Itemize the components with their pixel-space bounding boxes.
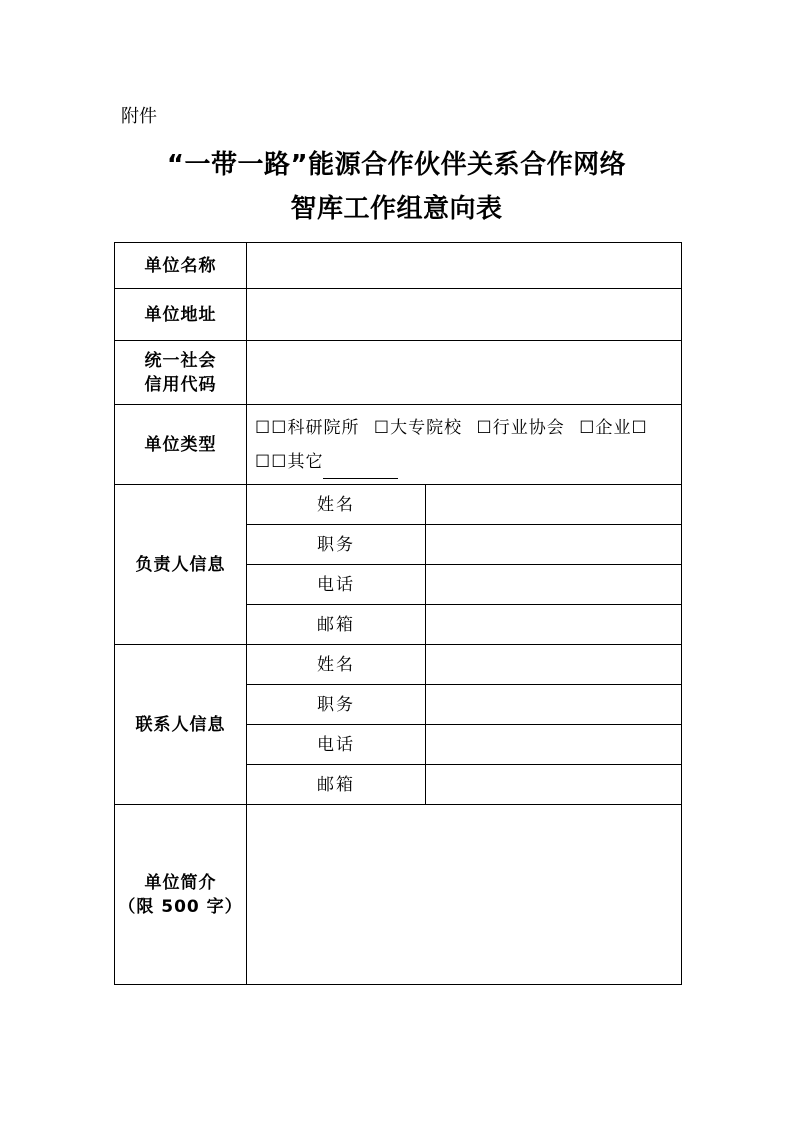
org-name-field[interactable] [247, 243, 682, 289]
contact-info-label: 联系人信息 [115, 645, 247, 805]
org-type-option-research[interactable]: ☐☐科研院所 [255, 417, 360, 438]
contact-email-label: 邮箱 [247, 765, 426, 805]
org-name-label: 单位名称 [115, 243, 247, 289]
contact-position-label: 职务 [247, 685, 426, 725]
table-row-org-type [115, 405, 682, 485]
org-intro-label-line1: 单位简介 [144, 872, 217, 893]
leader-position-field[interactable] [426, 525, 682, 565]
org-type-other-blank[interactable] [323, 456, 398, 479]
credit-code-label-line1: 统一社会 [144, 350, 217, 371]
contact-email-field[interactable] [426, 765, 682, 805]
credit-code-field[interactable] [247, 341, 682, 405]
leader-name-label: 姓名 [247, 485, 426, 525]
org-type-label: 单位类型 [115, 405, 247, 485]
org-type-option-enterprise[interactable]: ☐企业☐ [579, 417, 648, 438]
leader-info-label: 负责人信息 [115, 485, 247, 645]
leader-phone-label: 电话 [247, 565, 426, 605]
contact-position-field[interactable] [426, 685, 682, 725]
form-title-line1: “一带一路”能源合作伙伴关系合作网络 [166, 150, 627, 180]
org-type-option-other[interactable]: ☐☐其它 [255, 451, 324, 472]
table-row-org-intro [115, 805, 682, 985]
leader-name-field[interactable] [426, 485, 682, 525]
org-intro-label-line2: （限 500 字） [118, 896, 243, 917]
intent-form-table [114, 242, 682, 985]
leader-position-label: 职务 [247, 525, 426, 565]
leader-email-field[interactable] [426, 605, 682, 645]
table-row-credit-code [115, 341, 682, 405]
contact-phone-label: 电话 [247, 725, 426, 765]
credit-code-label-line2: 信用代码 [144, 374, 217, 395]
contact-name-field[interactable] [426, 645, 682, 685]
contact-name-label: 姓名 [247, 645, 426, 685]
org-intro-label [115, 805, 247, 985]
credit-code-label [115, 341, 247, 405]
leader-phone-field[interactable] [426, 565, 682, 605]
table-row-leader-name [115, 485, 682, 525]
contact-phone-field[interactable] [426, 725, 682, 765]
attachment-label: 附件 [121, 106, 157, 127]
table-row-org-name [115, 243, 682, 289]
org-intro-field[interactable] [247, 805, 682, 985]
leader-email-label: 邮箱 [247, 605, 426, 645]
table-row-contact-name [115, 645, 682, 685]
org-type-option-college[interactable]: ☐大专院校 [373, 417, 463, 438]
org-address-label: 单位地址 [115, 289, 247, 341]
form-title-line2: 智库工作组意向表 [290, 194, 503, 224]
table-row-org-address [115, 289, 682, 341]
org-type-option-association[interactable]: ☐行业协会 [476, 417, 565, 438]
org-address-field[interactable] [247, 289, 682, 341]
org-type-options [247, 405, 682, 485]
